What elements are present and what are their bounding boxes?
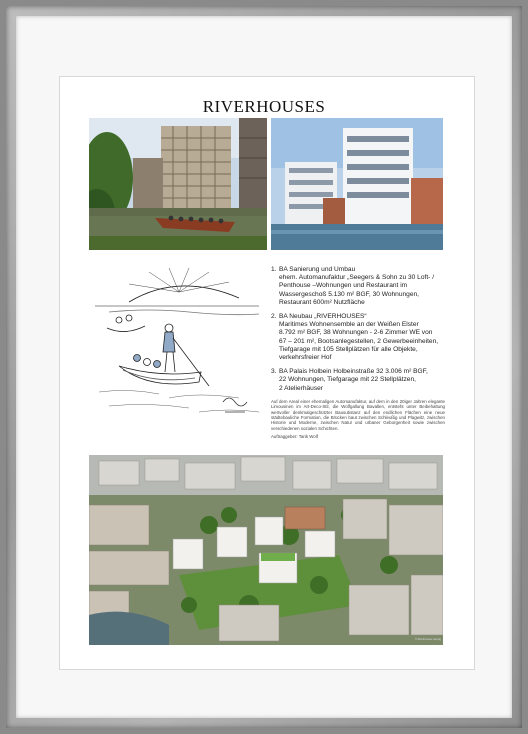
project-line: Penthouse –Wohnungen und Restaurant im bbox=[279, 282, 408, 290]
client-credit: Auftraggeber: Tarik Wolf bbox=[271, 434, 318, 440]
project-number: 3. bbox=[271, 368, 277, 376]
photo-loft-construction bbox=[89, 118, 267, 250]
project-item-2 bbox=[271, 313, 445, 362]
photo-riverhouses-facade bbox=[271, 118, 443, 250]
project-line: Maritimes Wohnensemble an der Weißen Elster bbox=[279, 321, 419, 329]
project-line: 22 Wohnungen, Tiefgarage mit 22 Stellplätzen, bbox=[279, 376, 416, 384]
aerial-site-rendering bbox=[89, 455, 443, 645]
project-line: BA Neubau „RIVERHOUSES“ bbox=[279, 313, 367, 321]
project-line: verkehrsfreier Hof bbox=[279, 354, 332, 362]
sketch-gondola-illustration bbox=[89, 262, 265, 430]
project-line: Tiefgarage mit 105 Stellplätzen für alle Objekte, bbox=[279, 345, 418, 353]
project-description-paragraph: Auf dem Areal einer ehemaligen Automanufaktur, auf dem in den 20iger Jahren elegante Limousinen im Art-Deco-Stil, die Wolfgallung Bavallen, entsteht unter Beibehaltung wertvoller denkmalgeschützter Bausubstanz auf den endlichen Flächen eine neue städtebauliche Formation, die Brücken baut zwischen Schleußig und Plagwitz, zwischen Historie und Moderne, zwischen Natur und urbaner Geborgenheit sowie zwischen verschiedenen sozialen Schichten. bbox=[271, 398, 445, 431]
project-line: BA Sanierung und Umbau bbox=[279, 266, 356, 273]
project-line: 67 – 201 m², Bootsanlegestellen, 2 Gewerbeeinheiten, bbox=[279, 337, 439, 345]
project-number: 1. bbox=[271, 266, 277, 273]
project-item-3 bbox=[271, 368, 445, 393]
project-line: 2 Atelierhäuser bbox=[279, 384, 323, 392]
project-item-1 bbox=[271, 266, 445, 307]
rendering-copyright: © Riverhouses Leipzig bbox=[415, 638, 441, 641]
project-number: 2. bbox=[271, 313, 277, 321]
poster-title: RIVERHOUSES bbox=[202, 97, 326, 116]
project-line: Wassergeschoß 5.130 m² BGF, 30 Wohnungen, bbox=[279, 290, 420, 298]
project-line: Restaurant 600m² Nutzfläche bbox=[279, 298, 365, 306]
project-line: 8.792 m² BGF, 38 Wohnungen - 2-6 Zimmer WE von bbox=[279, 329, 433, 337]
project-line: BA Palais Holbein Holbeinstraße 32 3.006 m² BGF, bbox=[279, 368, 428, 376]
project-description-column bbox=[271, 266, 445, 441]
project-line: ehem. Automanufaktur „Seegers & Sohn zu 30 Loft- / bbox=[279, 274, 435, 282]
